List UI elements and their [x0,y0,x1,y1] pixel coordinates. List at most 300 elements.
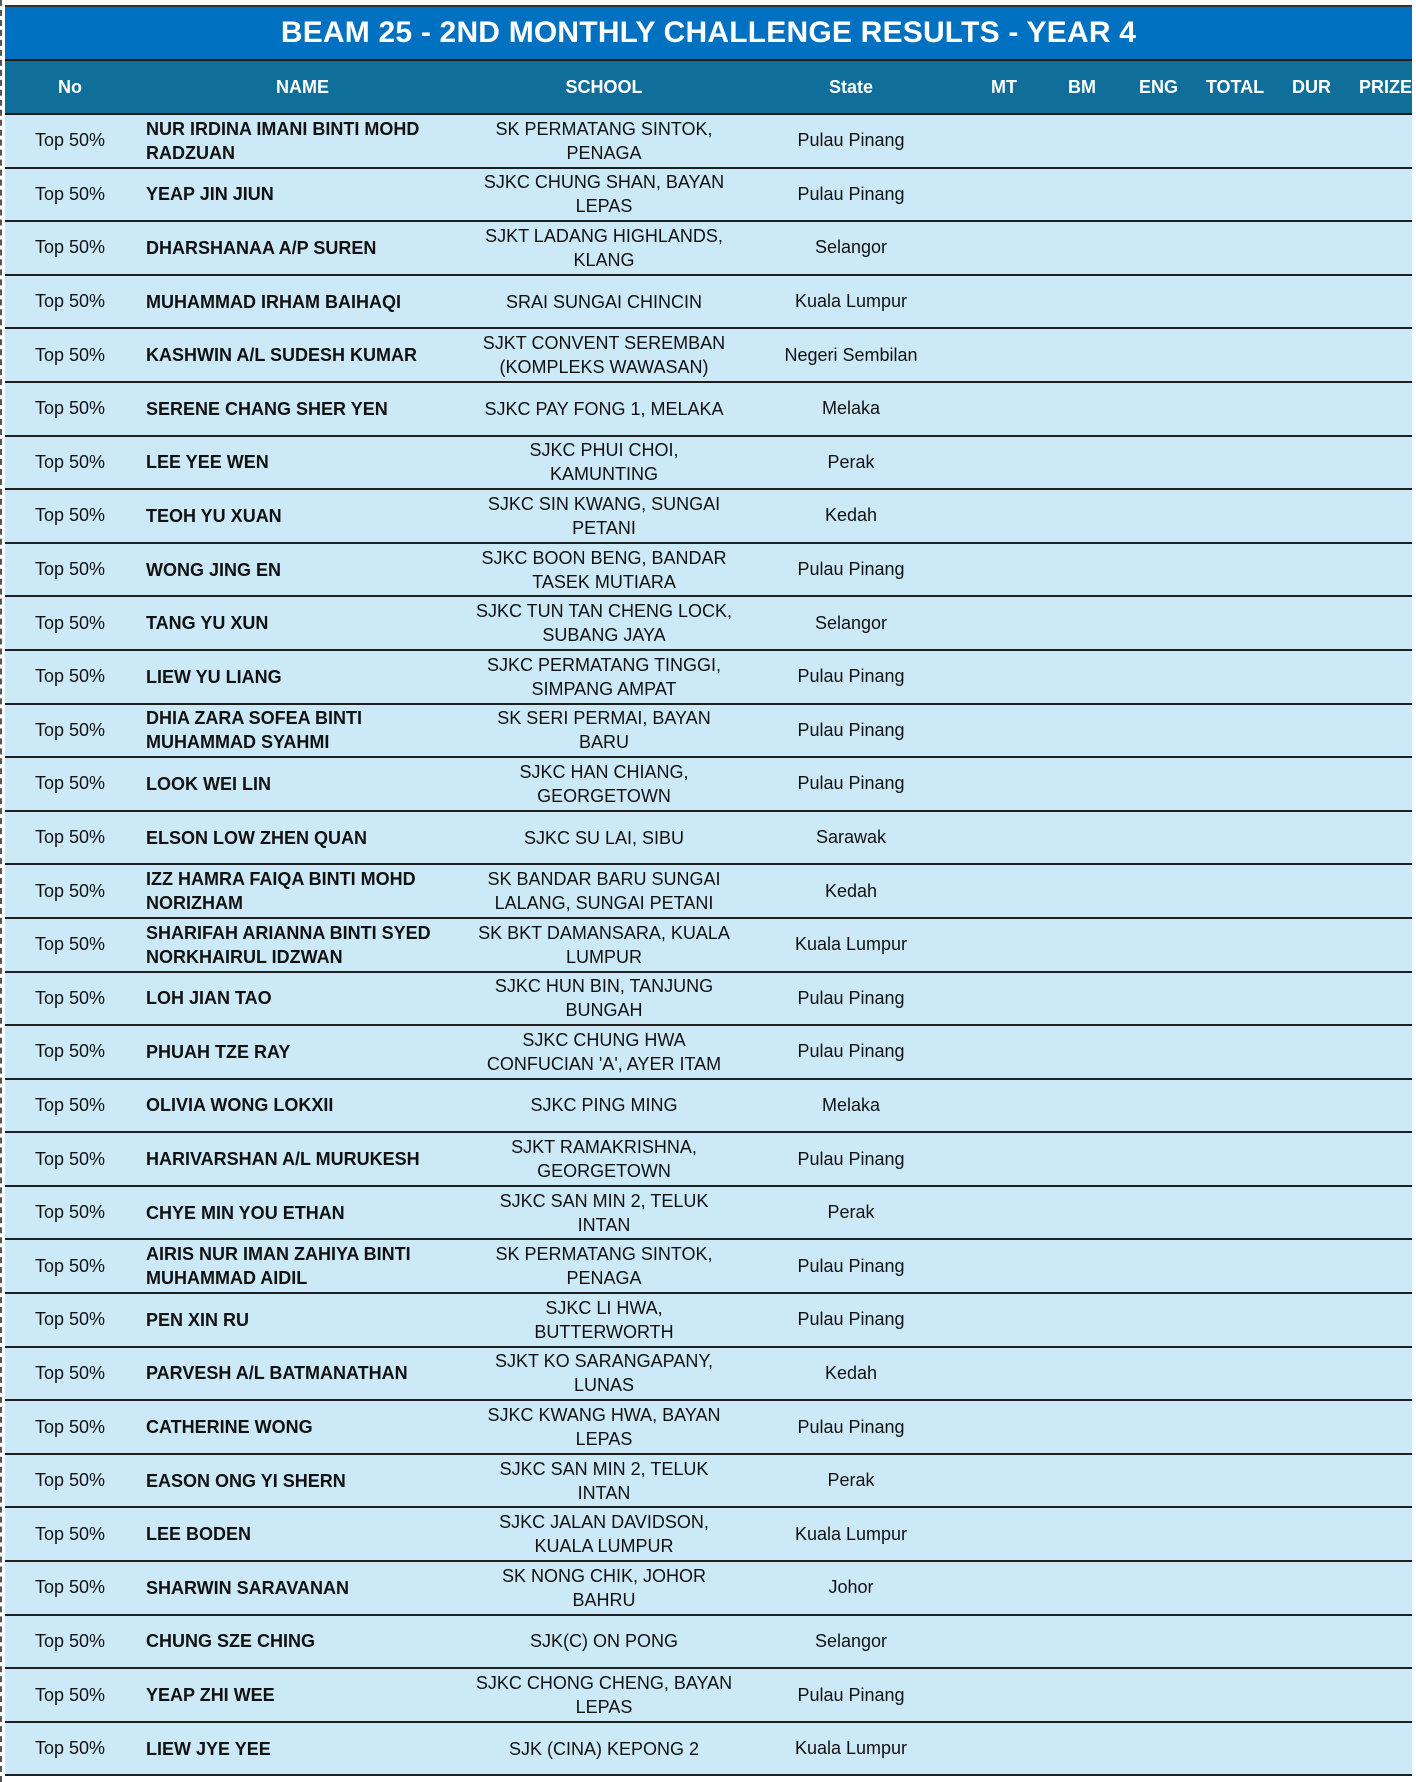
prize-cell [1350,544,1412,596]
col-header-state: State [828,76,873,97]
bm-score-cell [1044,812,1120,864]
table-row [5,169,1412,223]
bm-score-cell [1044,1401,1120,1453]
table-row [5,1026,1412,1080]
state-cell: Pulau Pinang [797,773,905,794]
duration-cell [1273,651,1350,703]
duration-cell [1273,383,1350,435]
student-name-cell: WONG JING EN [146,559,282,580]
eng-score-cell [1120,973,1197,1025]
prize-cell [1350,1294,1412,1346]
school-cell: SJKC HUN BIN, TANJUNG BUNGAH [494,976,714,1021]
total-score-cell [1197,1669,1273,1721]
state-cell: Pulau Pinang [797,1309,905,1330]
rank-cell: Top 50% [34,1523,106,1544]
school-cell: SJKC BOON BENG, BANDAR TASEK MUTIARA [481,547,727,592]
rank-cell: Top 50% [34,237,106,258]
duration-cell [1273,1723,1350,1775]
eng-score-cell [1120,705,1197,757]
prize-cell [1350,651,1412,703]
rank-cell: Top 50% [34,1630,106,1651]
mt-score-cell [964,705,1044,757]
prize-cell [1350,1669,1412,1721]
mt-score-cell [964,1401,1044,1453]
eng-score-cell [1120,1616,1197,1668]
eng-score-cell [1120,1669,1197,1721]
mt-score-cell [964,1669,1044,1721]
student-name-cell: PARVESH A/L BATMANATHAN [146,1363,408,1384]
rank-cell: Top 50% [34,1309,106,1330]
prize-cell [1350,222,1412,274]
col-header-mt: MT [991,76,1017,97]
total-score-cell [1197,1455,1273,1507]
mt-score-cell [964,490,1044,542]
duration-cell [1273,597,1350,649]
student-name-cell: MUHAMMAD IRHAM BAIHAQI [146,291,401,312]
duration-cell [1273,812,1350,864]
table-row [5,1240,1412,1294]
eng-score-cell [1120,1508,1197,1560]
table-row [5,651,1412,705]
rank-cell: Top 50% [34,1362,106,1383]
student-name-cell: DHIA ZARA SOFEA BINTI MUHAMMAD SYAHMI [146,708,362,753]
prize-cell [1350,1080,1412,1132]
student-name-cell: KASHWIN A/L SUDESH KUMAR [146,345,418,366]
bm-score-cell [1044,919,1120,971]
mt-score-cell [964,758,1044,810]
bm-score-cell [1044,276,1120,328]
school-cell: SK BANDAR BARU SUNGAI LALANG, SUNGAI PETANI [487,869,721,914]
bm-score-cell [1044,1187,1120,1239]
eng-score-cell [1120,758,1197,810]
bm-score-cell [1044,115,1120,167]
table-row [5,276,1412,330]
bm-score-cell [1044,329,1120,381]
eng-score-cell [1120,222,1197,274]
school-cell: SJKC CHONG CHENG, BAYAN LEPAS [475,1673,733,1718]
col-header-eng: ENG [1138,76,1178,97]
mt-score-cell [964,115,1044,167]
student-name-cell: OLIVIA WONG LOKXII [146,1095,334,1116]
bm-score-cell [1044,437,1120,489]
school-cell: SJK (CINA) KEPONG 2 [508,1738,700,1759]
mt-score-cell [964,1723,1044,1775]
bm-score-cell [1044,222,1120,274]
prize-cell [1350,1455,1412,1507]
eng-score-cell [1120,329,1197,381]
state-cell: Selangor [814,237,888,258]
prize-cell [1350,1240,1412,1292]
rank-cell: Top 50% [34,773,106,794]
prize-cell [1350,437,1412,489]
table-row [5,1616,1412,1670]
rank-cell: Top 50% [34,505,106,526]
table-row [5,1723,1412,1777]
bm-score-cell [1044,1723,1120,1775]
state-cell: Kuala Lumpur [794,291,908,312]
prize-cell [1350,383,1412,435]
state-cell: Melaka [821,398,881,419]
eng-score-cell [1120,1240,1197,1292]
mt-score-cell [964,169,1044,221]
bm-score-cell [1044,1508,1120,1560]
prize-cell [1350,812,1412,864]
rank-cell: Top 50% [34,612,106,633]
school-cell: SJKC SIN KWANG, SUNGAI PETANI [487,493,721,538]
duration-cell [1273,1616,1350,1668]
mt-score-cell [964,1187,1044,1239]
school-cell: SJKT RAMAKRISHNA, GEORGETOWN [511,1137,697,1182]
state-cell: Kedah [824,505,878,526]
mt-score-cell [964,973,1044,1025]
mt-score-cell [964,222,1044,274]
total-score-cell [1197,1616,1273,1668]
total-score-cell [1197,1348,1273,1400]
col-header-school: SCHOOL [565,76,643,97]
state-cell: Melaka [821,1094,881,1115]
school-cell: SJKC SU LAI, SIBU [523,827,685,848]
state-cell: Kedah [824,880,878,901]
total-score-cell [1197,1133,1273,1185]
total-score-cell [1197,169,1273,221]
mt-score-cell [964,329,1044,381]
student-name-cell: EASON ONG YI SHERN [146,1470,346,1491]
table-row [5,865,1412,919]
school-cell: SJKC PAY FONG 1, MELAKA [484,398,724,419]
school-cell: SRAI SUNGAI CHINCIN [505,291,703,312]
eng-score-cell [1120,1294,1197,1346]
state-cell: Pulau Pinang [797,559,905,580]
bm-score-cell [1044,1026,1120,1078]
duration-cell [1273,544,1350,596]
duration-cell [1273,1508,1350,1560]
bm-score-cell [1044,758,1120,810]
rank-cell: Top 50% [34,344,106,365]
state-cell: Pulau Pinang [797,1041,905,1062]
bm-score-cell [1044,1616,1120,1668]
bm-score-cell [1044,597,1120,649]
duration-cell [1273,1455,1350,1507]
student-name-cell: TANG YU XUN [146,613,269,634]
school-cell: SJKC PERMATANG TINGGI, SIMPANG AMPAT [486,654,722,699]
state-cell: Perak [827,1202,875,1223]
table-row [5,1401,1412,1455]
duration-cell [1273,222,1350,274]
school-cell: SJKC PHUI CHOI, KAMUNTING [529,440,679,485]
total-score-cell [1197,437,1273,489]
total-score-cell [1197,276,1273,328]
total-score-cell [1197,1508,1273,1560]
rank-cell: Top 50% [34,1470,106,1491]
total-score-cell [1197,544,1273,596]
rank-cell: Top 50% [34,398,106,419]
rank-cell: Top 50% [34,1255,106,1276]
duration-cell [1273,1669,1350,1721]
table-row [5,705,1412,759]
bm-score-cell [1044,490,1120,542]
school-cell: SK PERMATANG SINTOK, PENAGA [495,118,713,163]
state-cell: Selangor [814,1630,888,1651]
table-row [5,1669,1412,1723]
duration-cell [1273,1026,1350,1078]
table-row [5,329,1412,383]
duration-cell [1273,169,1350,221]
prize-cell [1350,865,1412,917]
mt-score-cell [964,919,1044,971]
eng-score-cell [1120,437,1197,489]
bm-score-cell [1044,383,1120,435]
bm-score-cell [1044,705,1120,757]
total-score-cell [1197,222,1273,274]
bm-score-cell [1044,1669,1120,1721]
table-row [5,597,1412,651]
duration-cell [1273,973,1350,1025]
student-name-cell: YEAP JIN JIUN [146,184,274,205]
rank-cell: Top 50% [34,880,106,901]
eng-score-cell [1120,115,1197,167]
table-row [5,1455,1412,1509]
table-row [5,222,1412,276]
table-title: BEAM 25 - 2ND MONTHLY CHALLENGE RESULTS - YEAR 4 [5,7,1412,61]
duration-cell [1273,705,1350,757]
state-cell: Pulau Pinang [797,1684,905,1705]
mt-score-cell [964,1294,1044,1346]
mt-score-cell [964,437,1044,489]
prize-cell [1350,1133,1412,1185]
page-break-edge [0,0,2,1782]
state-cell: Perak [827,1470,875,1491]
mt-score-cell [964,1240,1044,1292]
school-cell: SK NONG CHIK, JOHOR BAHRU [501,1565,707,1610]
total-score-cell [1197,705,1273,757]
mt-score-cell [964,1133,1044,1185]
total-score-cell [1197,1294,1273,1346]
eng-score-cell [1120,383,1197,435]
bm-score-cell [1044,1133,1120,1185]
rank-cell: Top 50% [34,1202,106,1223]
duration-cell [1273,1080,1350,1132]
prize-cell [1350,1026,1412,1078]
col-header-name: NAME [276,76,329,97]
rank-cell: Top 50% [34,130,106,151]
rank-cell: Top 50% [34,827,106,848]
rank-cell: Top 50% [34,987,106,1008]
duration-cell [1273,1187,1350,1239]
rank-cell: Top 50% [34,666,106,687]
student-name-cell: AIRIS NUR IMAN ZAHIYA BINTI MUHAMMAD AIDIL [146,1244,411,1289]
duration-cell [1273,758,1350,810]
mt-score-cell [964,1562,1044,1614]
state-cell: Pulau Pinang [797,987,905,1008]
eng-score-cell [1120,544,1197,596]
state-cell: Johor [828,1577,874,1598]
total-score-cell [1197,1026,1273,1078]
total-score-cell [1197,865,1273,917]
student-name-cell: LIEW JYE YEE [146,1738,271,1759]
duration-cell [1273,490,1350,542]
school-cell: SK BKT DAMANSARA, KUALA LUMPUR [478,922,730,967]
state-cell: Pulau Pinang [797,666,905,687]
eng-score-cell [1120,1562,1197,1614]
duration-cell [1273,1348,1350,1400]
prize-cell [1350,490,1412,542]
table-row [5,1080,1412,1134]
state-cell: Sarawak [815,827,887,848]
duration-cell [1273,1133,1350,1185]
state-cell: Pulau Pinang [797,183,905,204]
eng-score-cell [1120,1187,1197,1239]
total-score-cell [1197,115,1273,167]
column-header-row [5,61,1412,115]
bm-score-cell [1044,169,1120,221]
student-name-cell: DHARSHANAA A/P SUREN [146,237,377,258]
rank-cell: Top 50% [34,1416,106,1437]
school-cell: SJKC CHUNG HWA CONFUCIAN 'A', AYER ITAM [486,1029,722,1074]
mt-score-cell [964,1455,1044,1507]
table-row [5,383,1412,437]
prize-cell [1350,276,1412,328]
col-header-no: No [58,76,82,97]
rank-cell: Top 50% [34,1094,106,1115]
duration-cell [1273,919,1350,971]
school-cell: SJKT KO SARANGAPANY, LUNAS [494,1351,714,1396]
total-score-cell [1197,1401,1273,1453]
mt-score-cell [964,597,1044,649]
prize-cell [1350,169,1412,221]
rank-cell: Top 50% [34,559,106,580]
total-score-cell [1197,919,1273,971]
duration-cell [1273,865,1350,917]
eng-score-cell [1120,865,1197,917]
mt-score-cell [964,383,1044,435]
state-cell: Pulau Pinang [797,1416,905,1437]
total-score-cell [1197,1080,1273,1132]
state-cell: Negeri Sembilan [784,344,918,365]
student-name-cell: ELSON LOW ZHEN QUAN [146,827,367,848]
student-name-cell: PEN XIN RU [146,1309,250,1330]
table-row [5,1508,1412,1562]
table-row [5,490,1412,544]
student-name-cell: TEOH YU XUAN [146,505,282,526]
rank-cell: Top 50% [34,1684,106,1705]
duration-cell [1273,1294,1350,1346]
table-row [5,1133,1412,1187]
table-row [5,437,1412,491]
mt-score-cell [964,544,1044,596]
student-name-cell: PHUAH TZE RAY [146,1041,291,1062]
bm-score-cell [1044,865,1120,917]
mt-score-cell [964,865,1044,917]
bm-score-cell [1044,651,1120,703]
col-header-bm: BM [1068,76,1096,97]
eng-score-cell [1120,597,1197,649]
prize-cell [1350,1508,1412,1560]
school-cell: SJKC JALAN DAVIDSON, KUALA LUMPUR [499,1512,709,1557]
prize-cell [1350,973,1412,1025]
total-score-cell [1197,597,1273,649]
mt-score-cell [964,1080,1044,1132]
prize-cell [1350,758,1412,810]
total-score-cell [1197,1240,1273,1292]
bm-score-cell [1044,1562,1120,1614]
table-row [5,544,1412,598]
eng-score-cell [1120,919,1197,971]
total-score-cell [1197,1723,1273,1775]
state-cell: Kuala Lumpur [794,934,908,955]
total-score-cell [1197,490,1273,542]
bm-score-cell [1044,1240,1120,1292]
prize-cell [1350,115,1412,167]
eng-score-cell [1120,1133,1197,1185]
rank-cell: Top 50% [34,183,106,204]
total-score-cell [1197,1187,1273,1239]
school-cell: SJKC HAN CHIANG, GEORGETOWN [519,761,689,806]
eng-score-cell [1120,1401,1197,1453]
school-cell: SK SERI PERMAI, BAYAN BARU [497,708,711,753]
state-cell: Kuala Lumpur [794,1523,908,1544]
eng-score-cell [1120,651,1197,703]
total-score-cell [1197,1562,1273,1614]
state-cell: Kedah [824,1362,878,1383]
table-row [5,1562,1412,1616]
eng-score-cell [1120,812,1197,864]
bm-score-cell [1044,1455,1120,1507]
mt-score-cell [964,1508,1044,1560]
school-cell: SJKC SAN MIN 2, TELUK INTAN [499,1190,709,1235]
student-name-cell: CHUNG SZE CHING [146,1631,316,1652]
student-name-cell: YEAP ZHI WEE [146,1685,275,1706]
state-cell: Selangor [814,612,888,633]
mt-score-cell [964,1026,1044,1078]
duration-cell [1273,329,1350,381]
table-body [5,115,1412,1776]
col-header-dur: DUR [1292,76,1331,97]
bm-score-cell [1044,1348,1120,1400]
total-score-cell [1197,651,1273,703]
bm-score-cell [1044,1080,1120,1132]
table-row [5,115,1412,169]
student-name-cell: LIEW YU LIANG [146,666,282,687]
state-cell: Kuala Lumpur [794,1738,908,1759]
school-cell: SJKT LADANG HIGHLANDS, KLANG [485,225,723,270]
duration-cell [1273,1562,1350,1614]
table-row [5,1294,1412,1348]
student-name-cell: SHARWIN SARAVANAN [146,1577,350,1598]
eng-score-cell [1120,1348,1197,1400]
student-name-cell: NUR IRDINA IMANI BINTI MOHD RADZUAN [146,118,420,163]
eng-score-cell [1120,1723,1197,1775]
col-header-total: TOTAL [1205,76,1265,97]
state-cell: Pulau Pinang [797,130,905,151]
mt-score-cell [964,1348,1044,1400]
student-name-cell: IZZ HAMRA FAIQA BINTI MOHD NORIZHAM [146,869,416,914]
student-name-cell: SERENE CHANG SHER YEN [146,398,388,419]
prize-cell [1350,1616,1412,1668]
student-name-cell: LOH JIAN TAO [146,988,272,1009]
prize-cell [1350,1401,1412,1453]
state-cell: Pulau Pinang [797,719,905,740]
rank-cell: Top 50% [34,1577,106,1598]
total-score-cell [1197,383,1273,435]
bm-score-cell [1044,973,1120,1025]
school-cell: SJKC CHUNG SHAN, BAYAN LEPAS [483,172,725,217]
school-cell: SJK(C) ON PONG [529,1631,678,1652]
total-score-cell [1197,758,1273,810]
state-cell: Pulau Pinang [797,1148,905,1169]
eng-score-cell [1120,1026,1197,1078]
col-header-prize: PRIZE [1358,76,1412,97]
table-row [5,973,1412,1027]
